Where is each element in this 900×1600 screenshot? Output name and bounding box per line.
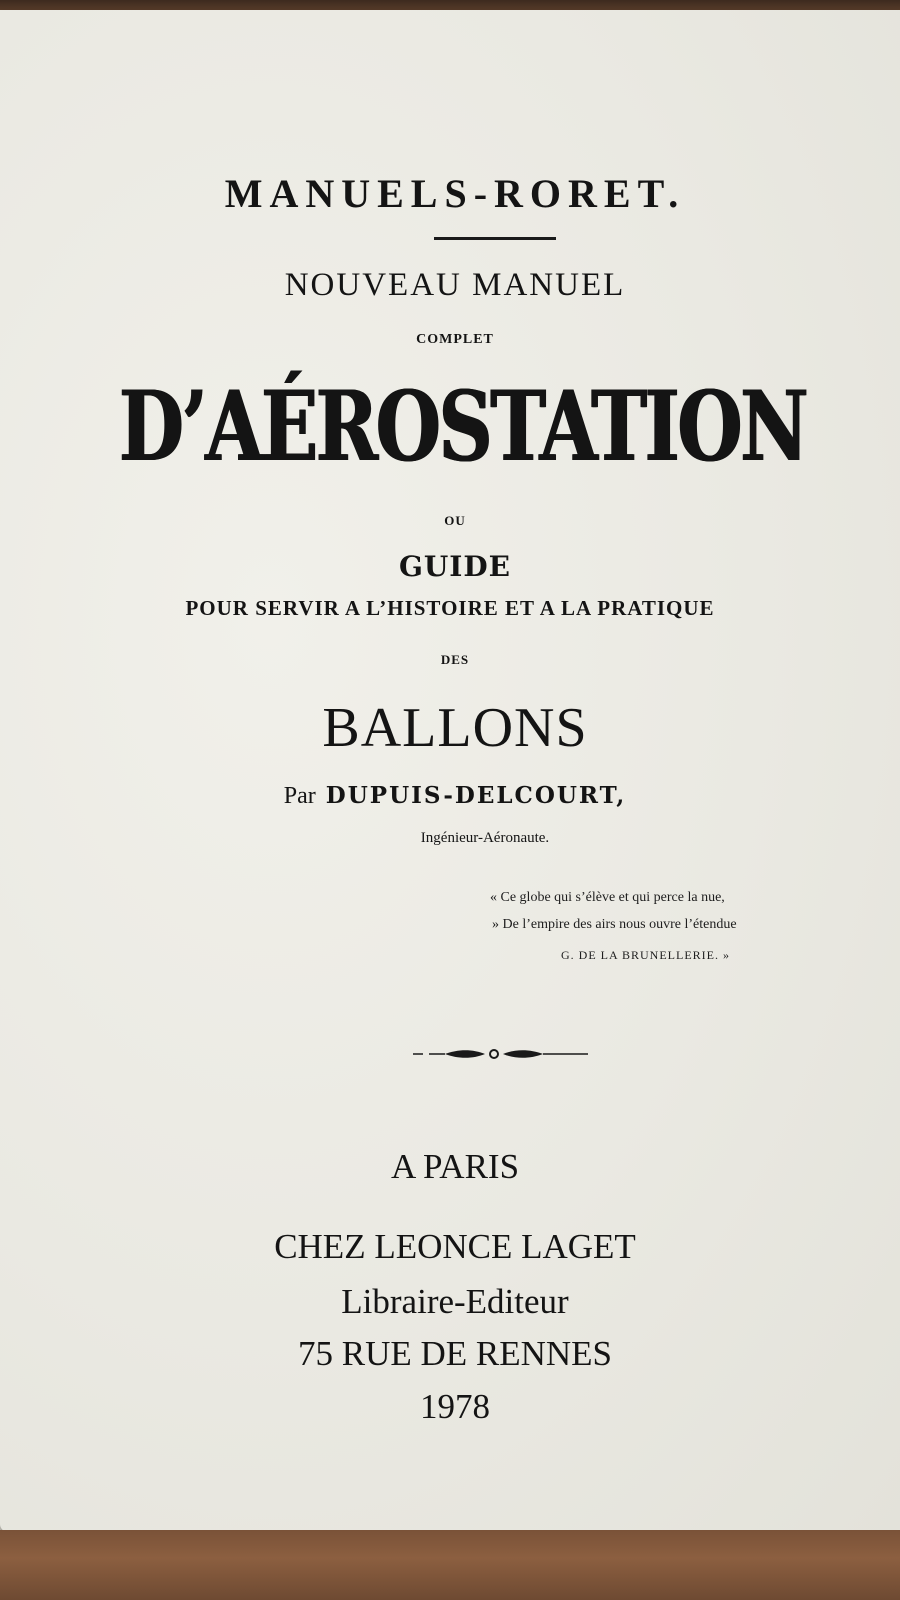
subject-ballons: BALLONS xyxy=(322,697,588,759)
author-profession: Ingénieur-Aéronaute. xyxy=(420,830,550,846)
guide-description: POUR SERVIR A L’HISTOIRE ET A LA PRATIQUE xyxy=(185,596,715,620)
subtitle-complet: COMPLET xyxy=(416,332,494,347)
short-rule xyxy=(434,237,556,240)
imprint-year: 1978 xyxy=(420,1387,490,1426)
imprint-publisher: CHEZ LEONCE LAGET xyxy=(274,1227,636,1266)
series-title: MANUELS-RORET. xyxy=(224,171,686,216)
subtitle-nouveau-manuel: NOUVEAU MANUEL xyxy=(284,267,626,303)
main-title: D’AÉROSTATION xyxy=(119,370,807,483)
epigraph-line-1: « Ce globe qui s’élève et qui perce la nue, xyxy=(490,890,725,905)
imprint-role: Libraire-Editeur xyxy=(341,1282,569,1321)
epigraph-line-2: » De l’empire des airs nous ouvre l’étendue xyxy=(492,917,737,932)
epigraph-attribution: G. DE LA BRUNELLERIE. » xyxy=(561,948,730,962)
table-surface xyxy=(0,1530,900,1600)
imprint-city: A PARIS xyxy=(390,1147,520,1186)
ornament-divider xyxy=(413,1046,593,1062)
connector-des: DES xyxy=(440,652,470,667)
author-name: DUPUIS-DELCOURT, xyxy=(325,782,627,809)
by-label: Par xyxy=(283,783,316,809)
connector-ou: OU xyxy=(444,513,466,528)
author-line xyxy=(0,782,900,810)
guide-heading: GUIDE xyxy=(398,550,512,583)
title-page xyxy=(0,10,900,1532)
imprint-address: 75 RUE DE RENNES xyxy=(297,1334,613,1373)
